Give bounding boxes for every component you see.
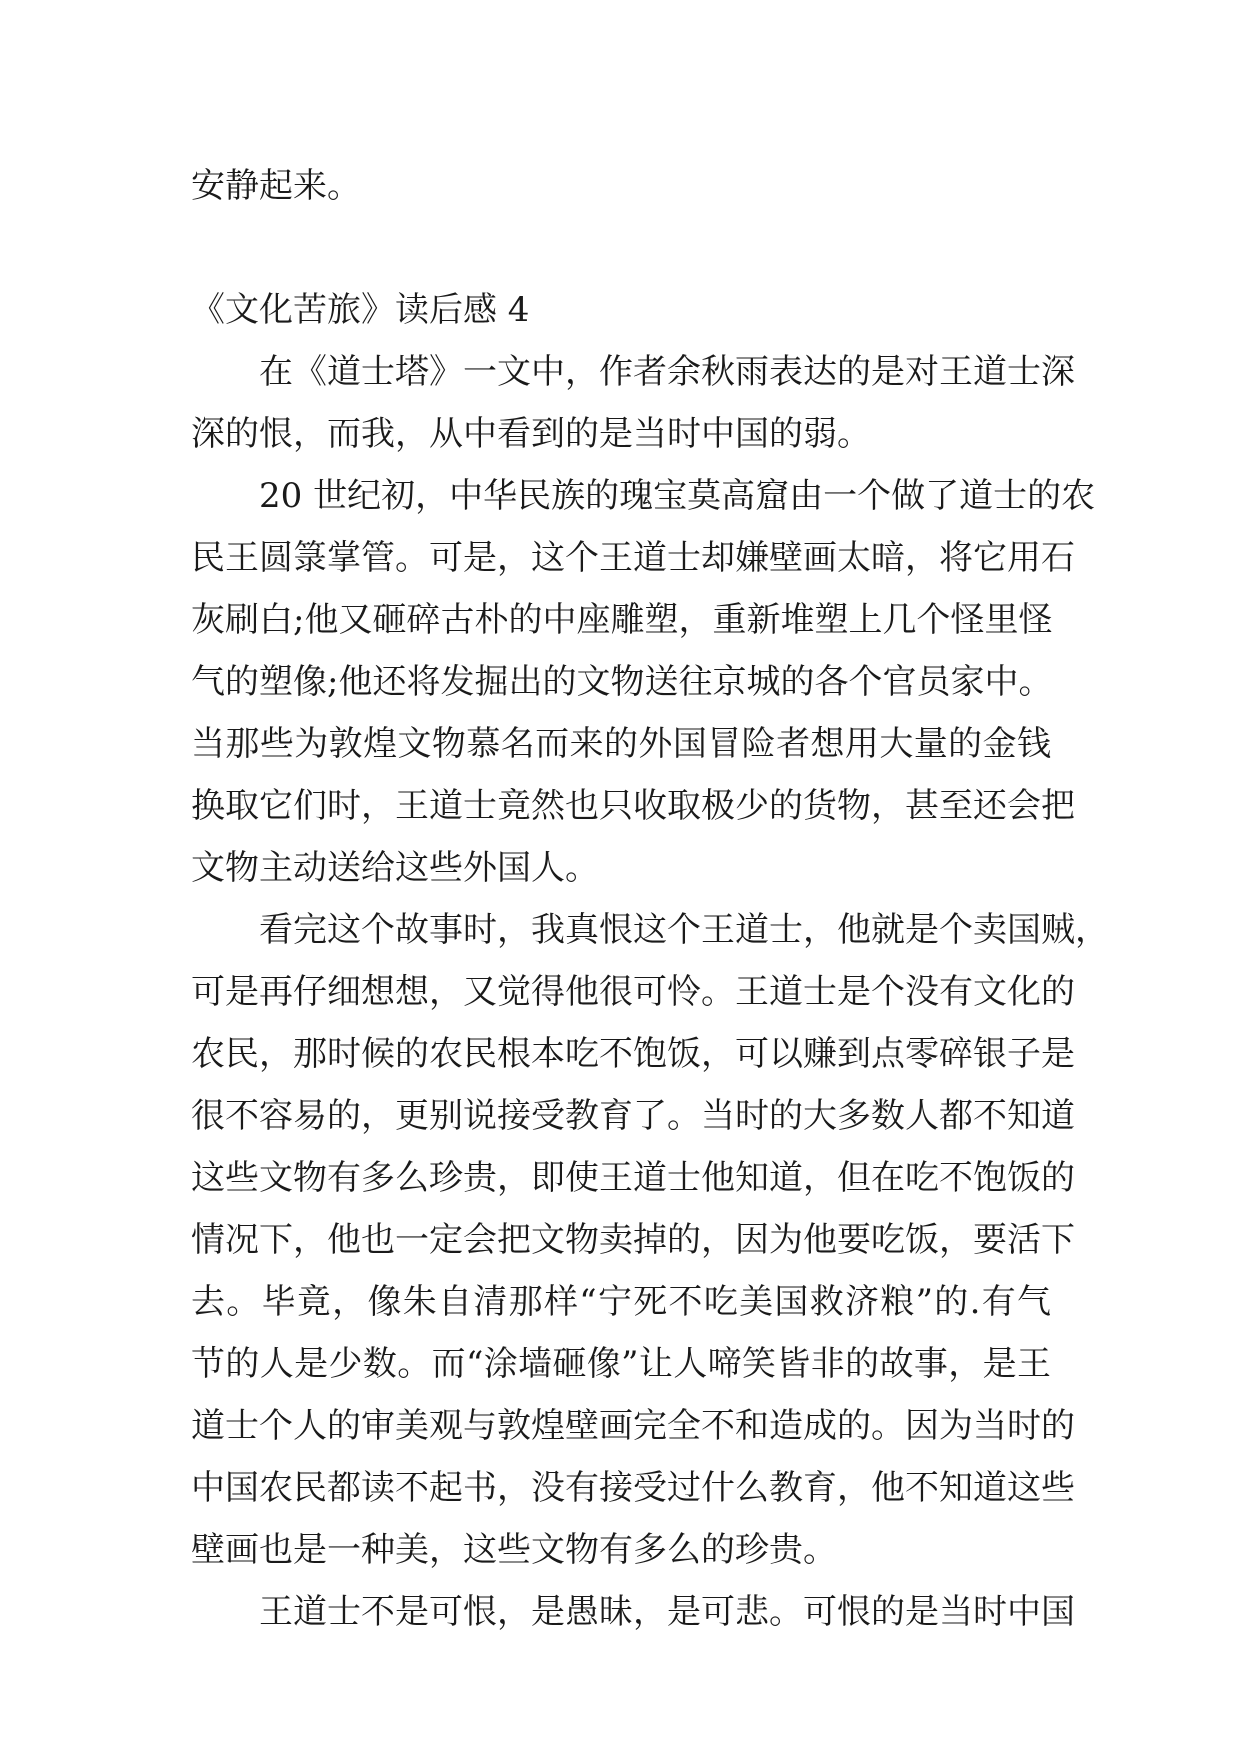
paragraph-2 <box>191 465 1096 899</box>
paragraph-line: 中国农民都读不起书，没有接受过什么教育，他不知道这些 <box>191 1468 1075 1508</box>
paragraph-line: 节的人是少数。而“涂墙砸像”让人啼笑皆非的故事，是王 <box>191 1344 1051 1384</box>
previous-paragraph-tail: 安静起来。 <box>191 166 361 206</box>
paragraph-line: 灰刷白;他又砸碎古朴的中座雕塑，重新堆塑上几个怪里怪 <box>191 600 1053 640</box>
paragraph-1 <box>191 341 1075 465</box>
paragraph-4 <box>191 1581 1075 1643</box>
paragraph-line: 看完这个故事时，我真恨这个王道士，他就是个卖国贼， <box>259 910 1109 950</box>
paragraph-line: 20 世纪初，中华民族的瑰宝莫高窟由一个做了道士的农 <box>259 476 1096 516</box>
paragraph-line: 文物主动送给这些外国人。 <box>191 848 599 888</box>
paragraph-line: 换取它们时，王道士竟然也只收取极少的货物，甚至还会把 <box>191 786 1075 826</box>
paragraph-line: 气的塑像;他还将发掘出的文物送往京城的各个官员家中。 <box>191 662 1053 702</box>
document-page <box>191 155 1109 1643</box>
paragraph-line: 民王圆箓掌管。可是，这个王道士却嫌壁画太暗，将它用石 <box>191 538 1075 578</box>
paragraph-line: 农民，那时候的农民根本吃不饱饭，可以赚到点零碎银子是 <box>191 1034 1075 1074</box>
section-gap <box>191 217 1051 279</box>
paragraph-3 <box>191 899 1109 1581</box>
paragraph-line: 王道士不是可恨，是愚昧，是可悲。可恨的是当时中国 <box>259 1592 1075 1632</box>
paragraph-line: 道士个人的审美观与敦煌壁画完全不和造成的。因为当时的 <box>191 1406 1075 1446</box>
paragraph-line: 去。毕竟，像朱自清那样“宁死不吃美国救济粮”的.有气 <box>191 1282 1051 1322</box>
paragraph-line: 很不容易的，更别说接受教育了。当时的大多数人都不知道 <box>191 1096 1075 1136</box>
section-heading: 《文化苦旅》读后感 4 <box>191 290 530 330</box>
paragraph-line: 情况下，他也一定会把文物卖掉的，因为他要吃饭，要活下 <box>191 1220 1075 1260</box>
paragraph-line: 在《道士塔》一文中，作者余秋雨表达的是对王道士深 <box>259 352 1075 392</box>
paragraph-line: 深的恨，而我，从中看到的是当时中国的弱。 <box>191 414 871 454</box>
paragraph-line: 可是再仔细想想，又觉得他很可怜。王道士是个没有文化的 <box>191 972 1075 1012</box>
paragraph-line: 这些文物有多么珍贵，即使王道士他知道，但在吃不饱饭的 <box>191 1158 1075 1198</box>
paragraph-line: 当那些为敦煌文物慕名而来的外国冒险者想用大量的金钱 <box>191 724 1051 764</box>
paragraph-line: 壁画也是一种美，这些文物有多么的珍贵。 <box>191 1530 837 1570</box>
